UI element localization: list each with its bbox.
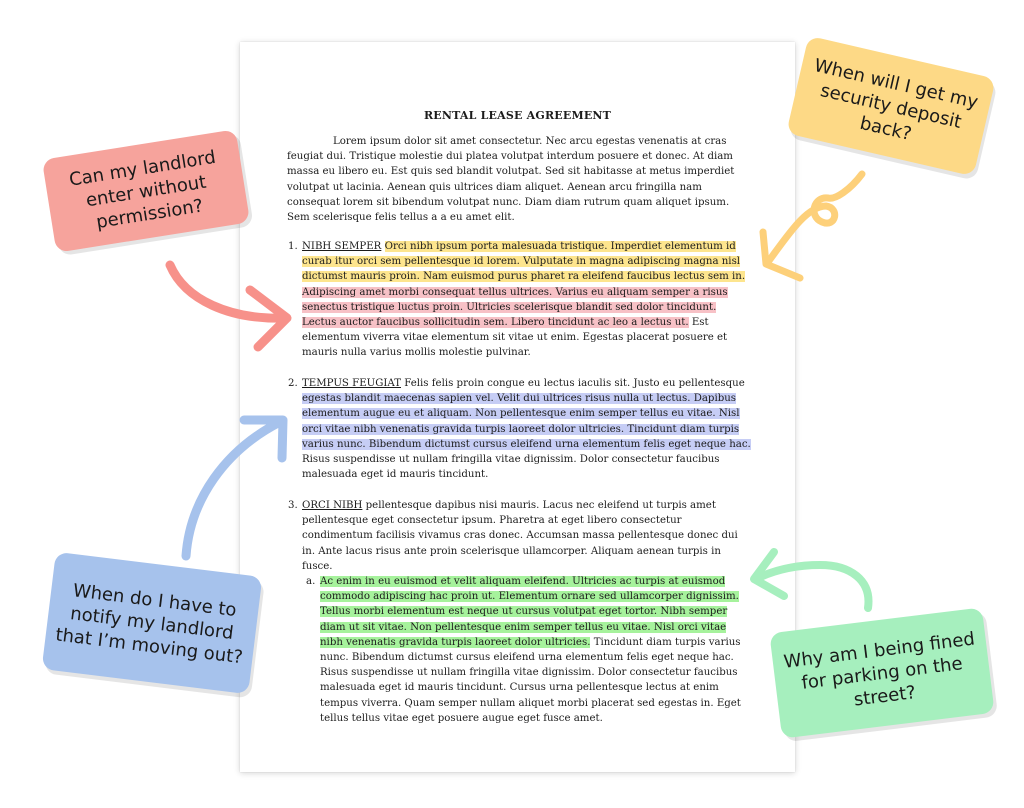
sticky-note-move-out-notice — [42, 552, 263, 694]
clause-text: Est elementum viverra vitae elementum sit vitae ut enim. Egestas placerat posuere et mauris nulla varius mollis molestie pulvinar. — [302, 317, 728, 359]
clause-1 — [288, 239, 752, 361]
lease-document-page — [240, 42, 795, 772]
sticky-note-street-parking — [769, 607, 994, 738]
highlight-security-deposit: Orci nibh ipsum porta malesuada tristique. Imperdiet elementum id curab itur orci sem pellentesque id lorem. Vulputate in magna adipiscing magna nisl dictumst mauris proin. Nam euismod purus pharet ra eleifend faucibus lectus sem in. — [302, 241, 746, 283]
clause-text: pellentesque dapibus nisi mauris. Lacus nec eleifend ut turpis amet pellentesque eget consectetur ipsum. Pharetra at eget libero consectetur condimentum facilisis vivamus cras donec. Accumsan massa pellentesque donec dui in. Ante lacus risus ante proin scelerisque ullamcorper. Aliquam aenean turpis in fusce. — [302, 500, 738, 572]
highlight-street-parking: Ac enim in eu euismod et velit aliquam eleifend. Ultricies ac turpis at euismod commodo adipiscing hac proin ut. Elementum ornare sed ullamcorper dignissim. Tellus morbi elementum est neque ut cursus volutpat eget tortor. Nibh semper diam ut sit vitae. Non pellentesque enim semper tellus eu vitae. Nisl orci vitae nibh venenatis gravida turpis laoreet dolor ultricies. — [320, 576, 739, 648]
clause-number: 1. — [288, 241, 298, 252]
note-text: Can my landlord enter without permission? — [67, 146, 218, 233]
clause-number: 2. — [288, 378, 298, 389]
intro-paragraph: Lorem ipsum dolor sit amet consectetur. Nec arcu egestas venenatis at cras feugiat dui. Tristique molestie dui platea volutpat interdum posuere et donec. At diam massa eu libero eu. Est quis sed blandit volutpat. Sed sit habitasse at metus imperdiet volutpat ut lacinia. Aenean quis ultrices diam aliquet. Aenean arcu fringilla nam consequat lorem sit bibendum volutpat nunc. Diam diam rutrum quam aliquet ipsum. Sem scelerisque felis tellus a a eu amet elit. — [287, 136, 735, 224]
document-title: RENTAL LEASE AGREEMENT — [423, 109, 612, 122]
clause-text: Risus suspendisse ut nullam fringilla vitae dignissim. Dolor consectetur faucibus malesuada eget id mauris tincidunt. — [302, 454, 720, 481]
highlight-move-out-notice: egestas blandit maecenas sapien vel. Velit dui ultrices risus nulla ut lectus. Dapibus elementum augue eu et aliquam. Non pellentesque enim semper tellus eu vitae. Nisl orci vitae nibh venenatis gravida turpis laoreet dolor ultricies. Tincidunt diam turpis varius nunc. Bibendum dictumst cursus eleifend urna elementum felis eget neque hac. — [302, 393, 751, 450]
note-text: Why am I being fined for parking on the street? — [782, 628, 976, 711]
clause-3 — [288, 498, 752, 574]
clause-text: Felis felis proin congue eu lectus iaculis sit. Justo eu pellentesque — [404, 378, 745, 389]
subclause-a — [306, 574, 752, 726]
clause-number: 3. — [288, 500, 298, 511]
sticky-note-landlord-entry — [42, 129, 250, 253]
clause-heading: ORCI NIBH — [302, 500, 363, 511]
note-text: When will I get my security deposit back? — [812, 54, 981, 145]
subclause-text: Tincidunt diam turpis varius nunc. Bibendum dictumst cursus eleifend urna elementum felis eget neque hac. Risus suspendisse ut nullam fringilla vitae dignissim. Dolor consectetur faucibus malesuada eget id mauris tincidunt. Cursus urna pellentesque lectus at enim tempus viverra. Quam semper nullam aliquet morbi placerat sed egestas in. Eget tellus tellus vitae eget posuere augue eget fusce amet. — [320, 636, 741, 724]
subclause-number: a. — [306, 576, 316, 587]
note-text: When do I have to notify my landlord that I’m moving out? — [54, 579, 244, 668]
clause-heading: NIBH SEMPER — [302, 241, 382, 252]
clause-2 — [288, 376, 752, 482]
sticky-note-security-deposit — [786, 36, 996, 177]
highlight-landlord-entry: Adipiscing amet morbi consequat tellus ultrices. Varius eu aliquam semper a risus senectus tristique luctus proin. Ultricies scelerisque blandit sed dolor tincidunt. Lectus auctor faucibus sollicitudin sem. Libero tincidunt ac leo a lectus ut. — [302, 286, 728, 329]
clause-heading: TEMPUS FEUGIAT — [302, 378, 401, 389]
